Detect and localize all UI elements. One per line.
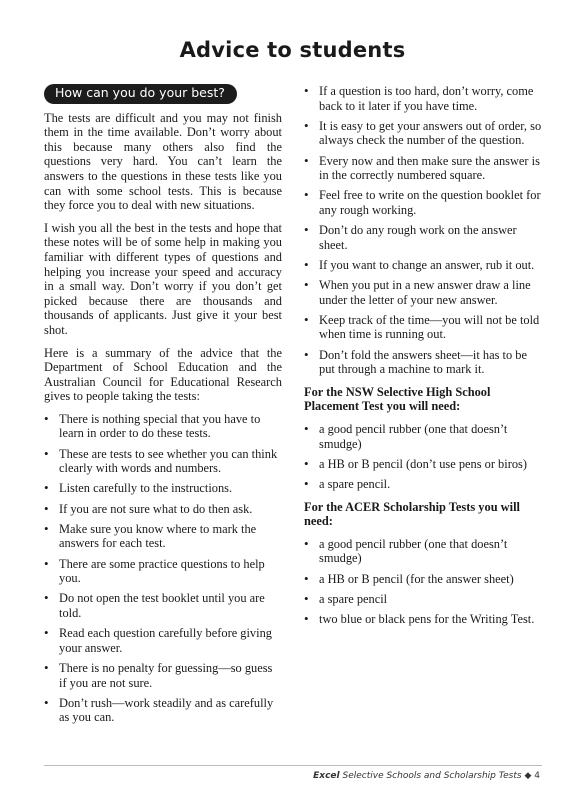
list-item: • Feel free to write on the question booklet for any rough working. [304,188,542,217]
paragraph: I wish you all the best in the tests and hope that these notes will be of some help in making you familiar with different types of questions and helping you increase your speed and accuracy in a small way. Don’t worry if you don’t get picked because there are thousands and thousands of applicants. Just give it your best shot. [44,220,282,337]
list-item: • a spare pencil. [304,477,542,492]
list-item: • When you put in a new answer draw a line under the letter of your new answer. [304,278,542,307]
list-item: • Don’t do any rough work on the answer sheet. [304,223,542,252]
list-item: • There is nothing special that you have to learn in order to do these tests. [44,412,282,441]
list-item: • Don’t rush—work steadily and as carefully as you can. [44,696,282,725]
nsw-list [304,422,542,492]
list-item: • Make sure you know where to mark the answers for each test. [44,522,282,551]
list-item: • There are some practice questions to help you. [44,557,282,586]
list-item: • a spare pencil [304,592,542,607]
list-item: • It is easy to get your answers out of order, so always check the number of the question. [304,119,542,148]
list-item: • These are tests to see whether you can think clearly with words and numbers. [44,447,282,476]
list-item: • If you are not sure what to do then ask. [44,502,282,517]
list-item: • a HB or B pencil (for the answer sheet) [304,572,542,587]
footer-series: Selective Schools and Scholarship Tests [342,771,522,781]
paragraph: Here is a summary of the advice that the Department of School Education and the Australian Council for Educational Research gives to people taking the tests: [44,345,282,404]
page-title: Advice to students [179,38,406,62]
section-heading: How can you do your best? [44,84,237,104]
list-item: • Keep track of the time—you will not be told when time is running out. [304,313,542,342]
page-number: 4 [534,771,540,781]
diamond-icon: ◆ [524,771,532,781]
list-item: • If a question is too hard, don’t worry, come back to it later if you have time. [304,84,542,113]
list-item: • a HB or B pencil (don’t use pens or biros) [304,457,542,472]
footer-divider [44,765,542,766]
paragraph: The tests are difficult and you may not finish them in the time available. Don’t worry about this because many others also find the questions very hard. You can’t learn the answers to the questions in these tests like you can with some school tests. This is because they force you to deal with new situations. [44,110,282,213]
acer-heading: For the ACER Scholarship Tests you will need: [304,499,520,529]
list-item: • Read each question carefully before giving your answer. [44,626,282,655]
list-item: • Listen carefully to the instructions. [44,481,282,496]
advice-list-continued [304,84,542,377]
list-item: • two blue or black pens for the Writing Test. [304,612,542,627]
list-item: • Do not open the test booklet until you are told. [44,591,282,620]
list-item: • If you want to change an answer, rub it out. [304,258,542,273]
list-item: • There is no penalty for guessing—so guess if you are not sure. [44,661,282,690]
list-item: • a good pencil rubber (one that doesn’t smudge) [304,537,542,566]
list-item: • a good pencil rubber (one that doesn’t smudge) [304,422,542,451]
acer-list [304,537,542,627]
nsw-heading: For the NSW Selective High School Placement Test you will need: [304,384,491,414]
footer-brand: Excel [313,771,340,781]
list-item: • Every now and then make sure the answer is in the correctly numbered square. [304,154,542,183]
advice-list [44,412,282,725]
right-column [304,84,542,632]
footer [313,771,540,781]
list-item: • Don’t fold the answers sheet—it has to be put through a machine to mark it. [304,348,542,377]
left-column [44,84,282,731]
